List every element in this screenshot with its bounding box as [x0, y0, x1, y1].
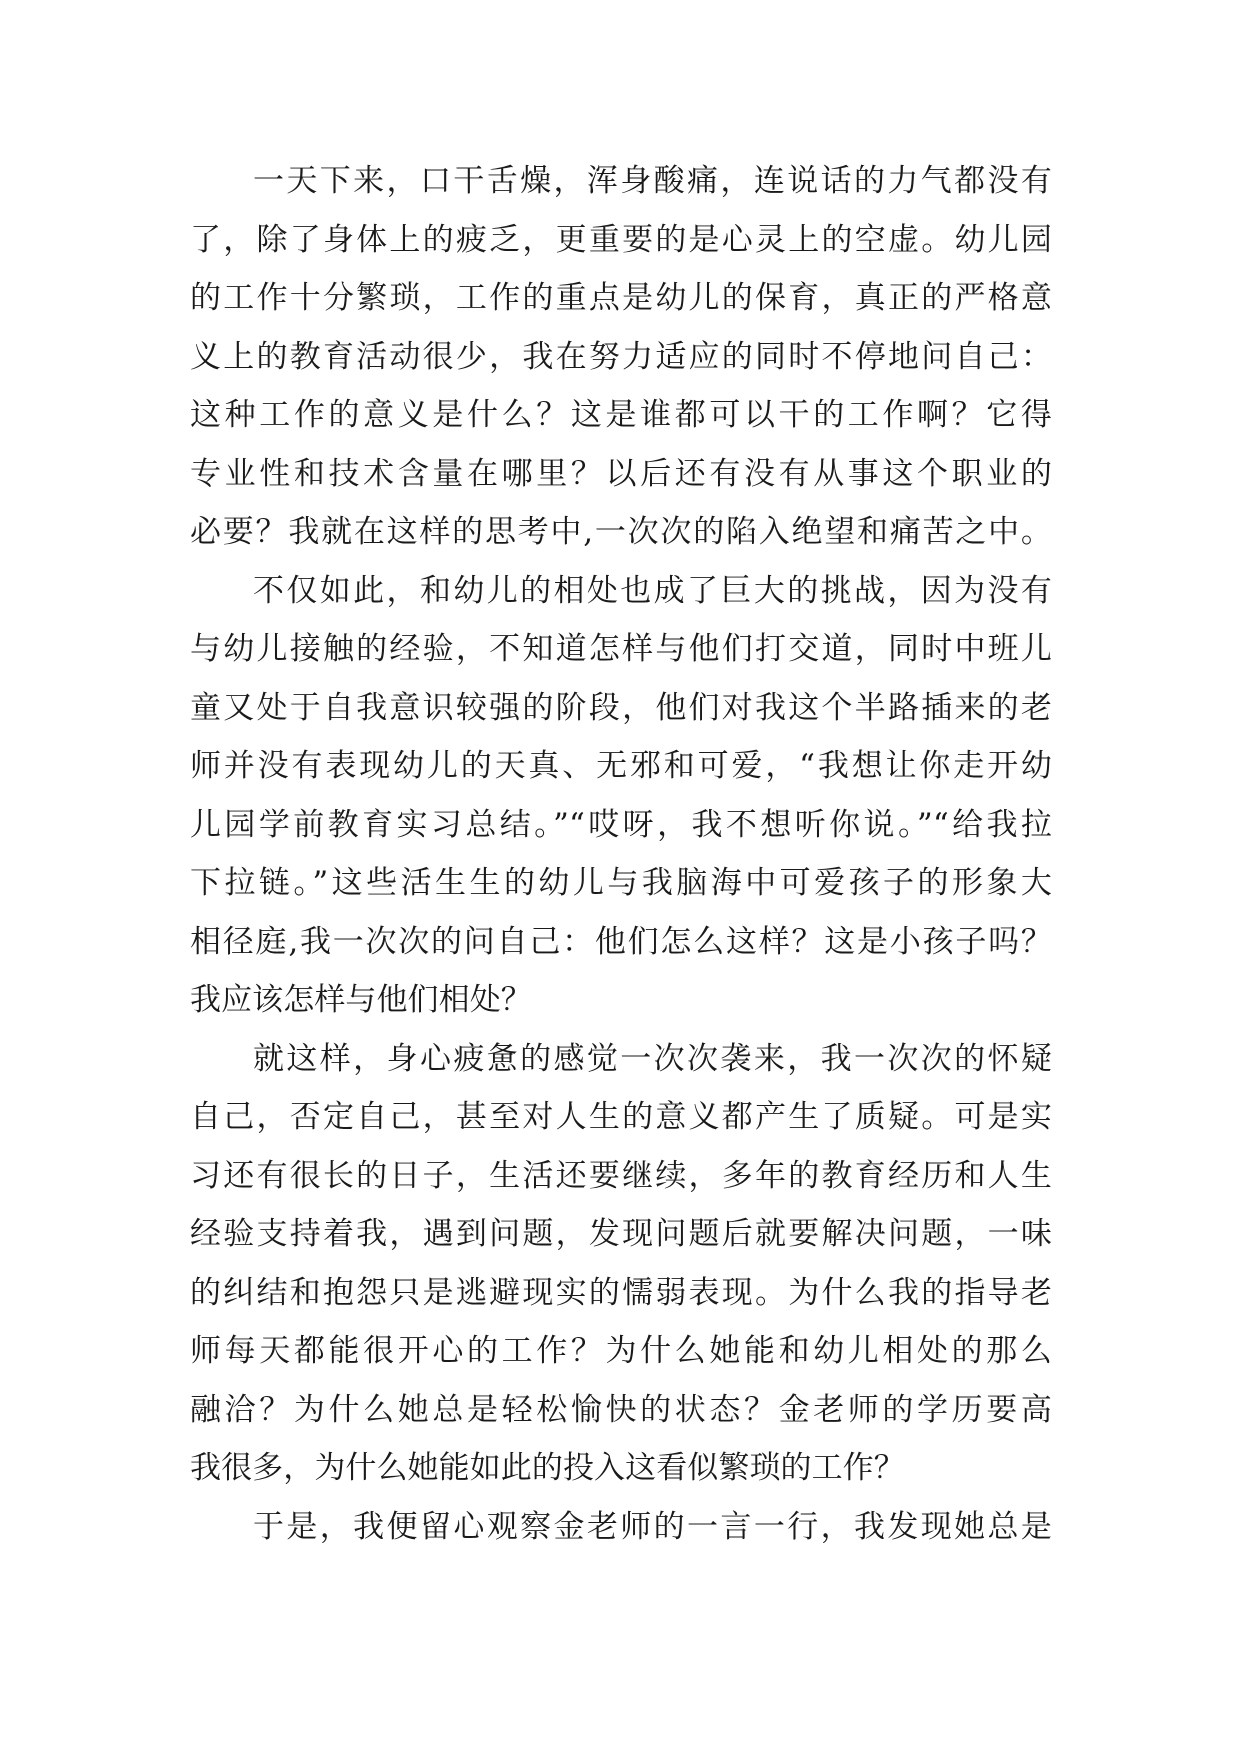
paragraph-line: 我应该怎样与他们相处？ [190, 982, 532, 1018]
document-body [190, 152, 1052, 1556]
paragraph-2 [190, 562, 1052, 1030]
paragraph-4 [190, 1498, 1052, 1557]
paragraph-line: 儿园学前教育实习总结。”“哎呀，我不想听你说。”“给我拉 [190, 806, 1052, 843]
paragraph-line: 义上的教育活动很少，我在努力适应的同时不停地问自己： [190, 338, 1052, 375]
paragraph-line: 师并没有表现幼儿的天真、无邪和可爱，“我想让你走开幼 [190, 748, 1052, 784]
paragraph-line: 于是，我便留心观察金老师的一言一行，我发现她总是 [253, 1508, 1052, 1545]
paragraph-1 [190, 152, 1052, 562]
paragraph-line: 不仅如此，和幼儿的相处也成了巨大的挑战，因为没有 [253, 572, 1052, 609]
paragraph-line: 经验支持着我，遇到问题，发现问题后就要解决问题，一味 [190, 1216, 1052, 1252]
paragraph-line: 自己，否定自己，甚至对人生的意义都产生了质疑。可是实 [190, 1099, 1052, 1135]
paragraph-line: 童又处于自我意识较强的阶段，他们对我这个半路插来的老 [190, 689, 1052, 726]
paragraph-line: 我很多，为什么她能如此的投入这看似繁琐的工作？ [190, 1450, 905, 1486]
paragraph-line: 的工作十分繁琐，工作的重点是幼儿的保育，真正的严格意 [190, 280, 1052, 316]
paragraph-line: 这种工作的意义是什么？这是谁都可以干的工作啊？它得 [190, 397, 1052, 433]
paragraph-line: 专业性和技术含量在哪里？以后还有没有从事这个职业的 [190, 455, 1052, 492]
paragraph-line: 下拉链。”这些活生生的幼儿与我脑海中可爱孩子的形象大 [190, 865, 1052, 901]
paragraph-line: 了，除了身体上的疲乏，更重要的是心灵上的空虚。幼儿园 [190, 221, 1052, 258]
paragraph-line: 一天下来，口干舌燥，浑身酸痛，连说话的力气都没有 [253, 163, 1052, 199]
paragraph-line: 必要？我就在这样的思考中,一次次的陷入绝望和痛苦之中。 [190, 514, 1052, 550]
paragraph-line: 习还有很长的日子，生活还要继续，多年的教育经历和人生 [190, 1157, 1052, 1194]
paragraph-line: 就这样，身心疲惫的感觉一次次袭来，我一次次的怀疑 [253, 1040, 1052, 1077]
paragraph-line: 的纠结和抱怨只是逃避现实的懦弱表现。为什么我的指导老 [190, 1274, 1052, 1311]
paragraph-line: 师每天都能很开心的工作？为什么她能和幼儿相处的那么 [190, 1333, 1052, 1369]
paragraph-line: 与幼儿接触的经验，不知道怎样与他们打交道，同时中班儿 [190, 631, 1052, 667]
paragraph-line: 相径庭,我一次次的问自己：他们怎么这样？这是小孩子吗？ [190, 923, 1052, 960]
paragraph-3 [190, 1030, 1052, 1498]
paragraph-line: 融洽？为什么她总是轻松愉快的状态？金老师的学历要高 [190, 1391, 1052, 1428]
